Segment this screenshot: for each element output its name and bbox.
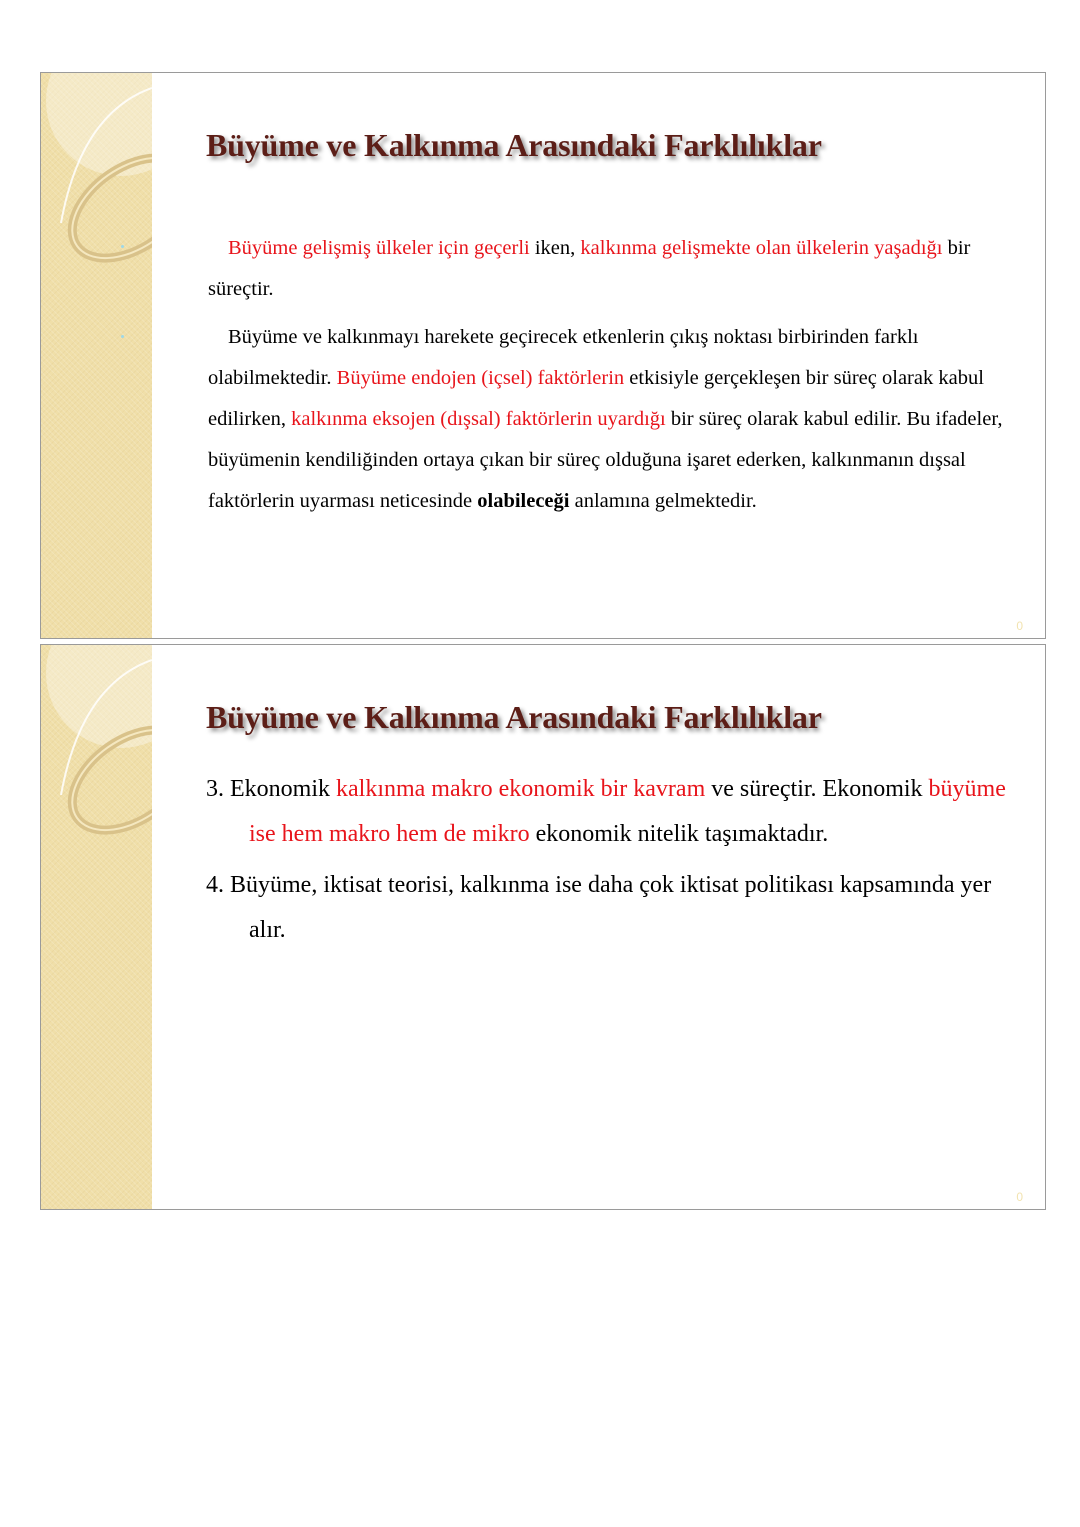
text-segment: ve süreçtir. Ekonomik [705, 776, 929, 802]
slide-1 [40, 72, 1046, 639]
slide-title: Büyüme ve Kalkınma Arasındaki Farklılıklar [206, 127, 822, 163]
slide-2 [40, 644, 1046, 1210]
bullet-dot [121, 245, 124, 248]
paragraph-2 [208, 317, 1008, 522]
slide-number: 0 [1016, 619, 1023, 633]
bullet-dot [121, 335, 124, 338]
text-segment: iken, [529, 237, 581, 259]
numbered-item-4 [206, 863, 1006, 953]
slide-body [206, 767, 1006, 959]
text-segment: bir süreç olarak kabul edilir. Bu ifadeler, büyümenin kendiliğinden ortaya çıkan bir süreç olduğuna işaret ederken, kalkınmanın dışsal faktörlerin uyarması neticesinde [208, 408, 1003, 512]
text-segment: ekonomik nitelik taşımaktadır. [529, 821, 829, 847]
decorative-rings-icon [41, 73, 152, 638]
text-segment: Büyüme ve kalkınmayı harekete geçirecek etkenlerin çıkış noktası birbirinden farklı olabilmektedir. [208, 326, 919, 389]
slide-title: Büyüme ve Kalkınma Arasındaki Farklılıklar [206, 699, 822, 735]
paragraph-1 [208, 228, 1008, 310]
text-segment: 4. Büyüme, iktisat teorisi, kalkınma ise daha çok iktisat politikası kapsamında yer alır. [206, 872, 992, 943]
text-segment: anlamına gelmektedir. [569, 490, 757, 512]
text-segment: bir süreçtir. [208, 237, 971, 300]
decorative-rings-icon [41, 645, 152, 1209]
text-segment: 3. Ekonomik [206, 776, 336, 802]
text-segment: Büyüme gelişmiş ülkeler için geçerli [228, 237, 530, 259]
decorative-sidebar [41, 73, 152, 638]
text-segment: kalkınma eksojen (dışsal) faktörlerin uyardığı [291, 408, 666, 430]
text-segment: Büyüme endojen (içsel) faktörlerin [336, 367, 625, 389]
text-segment: büyüme ise hem makro hem de mikro [249, 776, 1006, 847]
slide-number: 0 [1016, 1190, 1023, 1204]
text-segment-bold: olabileceği [477, 490, 570, 512]
numbered-item-3 [206, 767, 1006, 857]
slide-body [208, 228, 1008, 529]
decorative-sidebar [41, 645, 152, 1209]
text-segment: etkisiyle gerçekleşen bir süreç olarak kabul edilirken, [208, 367, 984, 430]
text-segment: kalkınma makro ekonomik bir kavram [336, 776, 706, 802]
text-segment: kalkınma gelişmekte olan ülkelerin yaşadığı [580, 237, 943, 259]
